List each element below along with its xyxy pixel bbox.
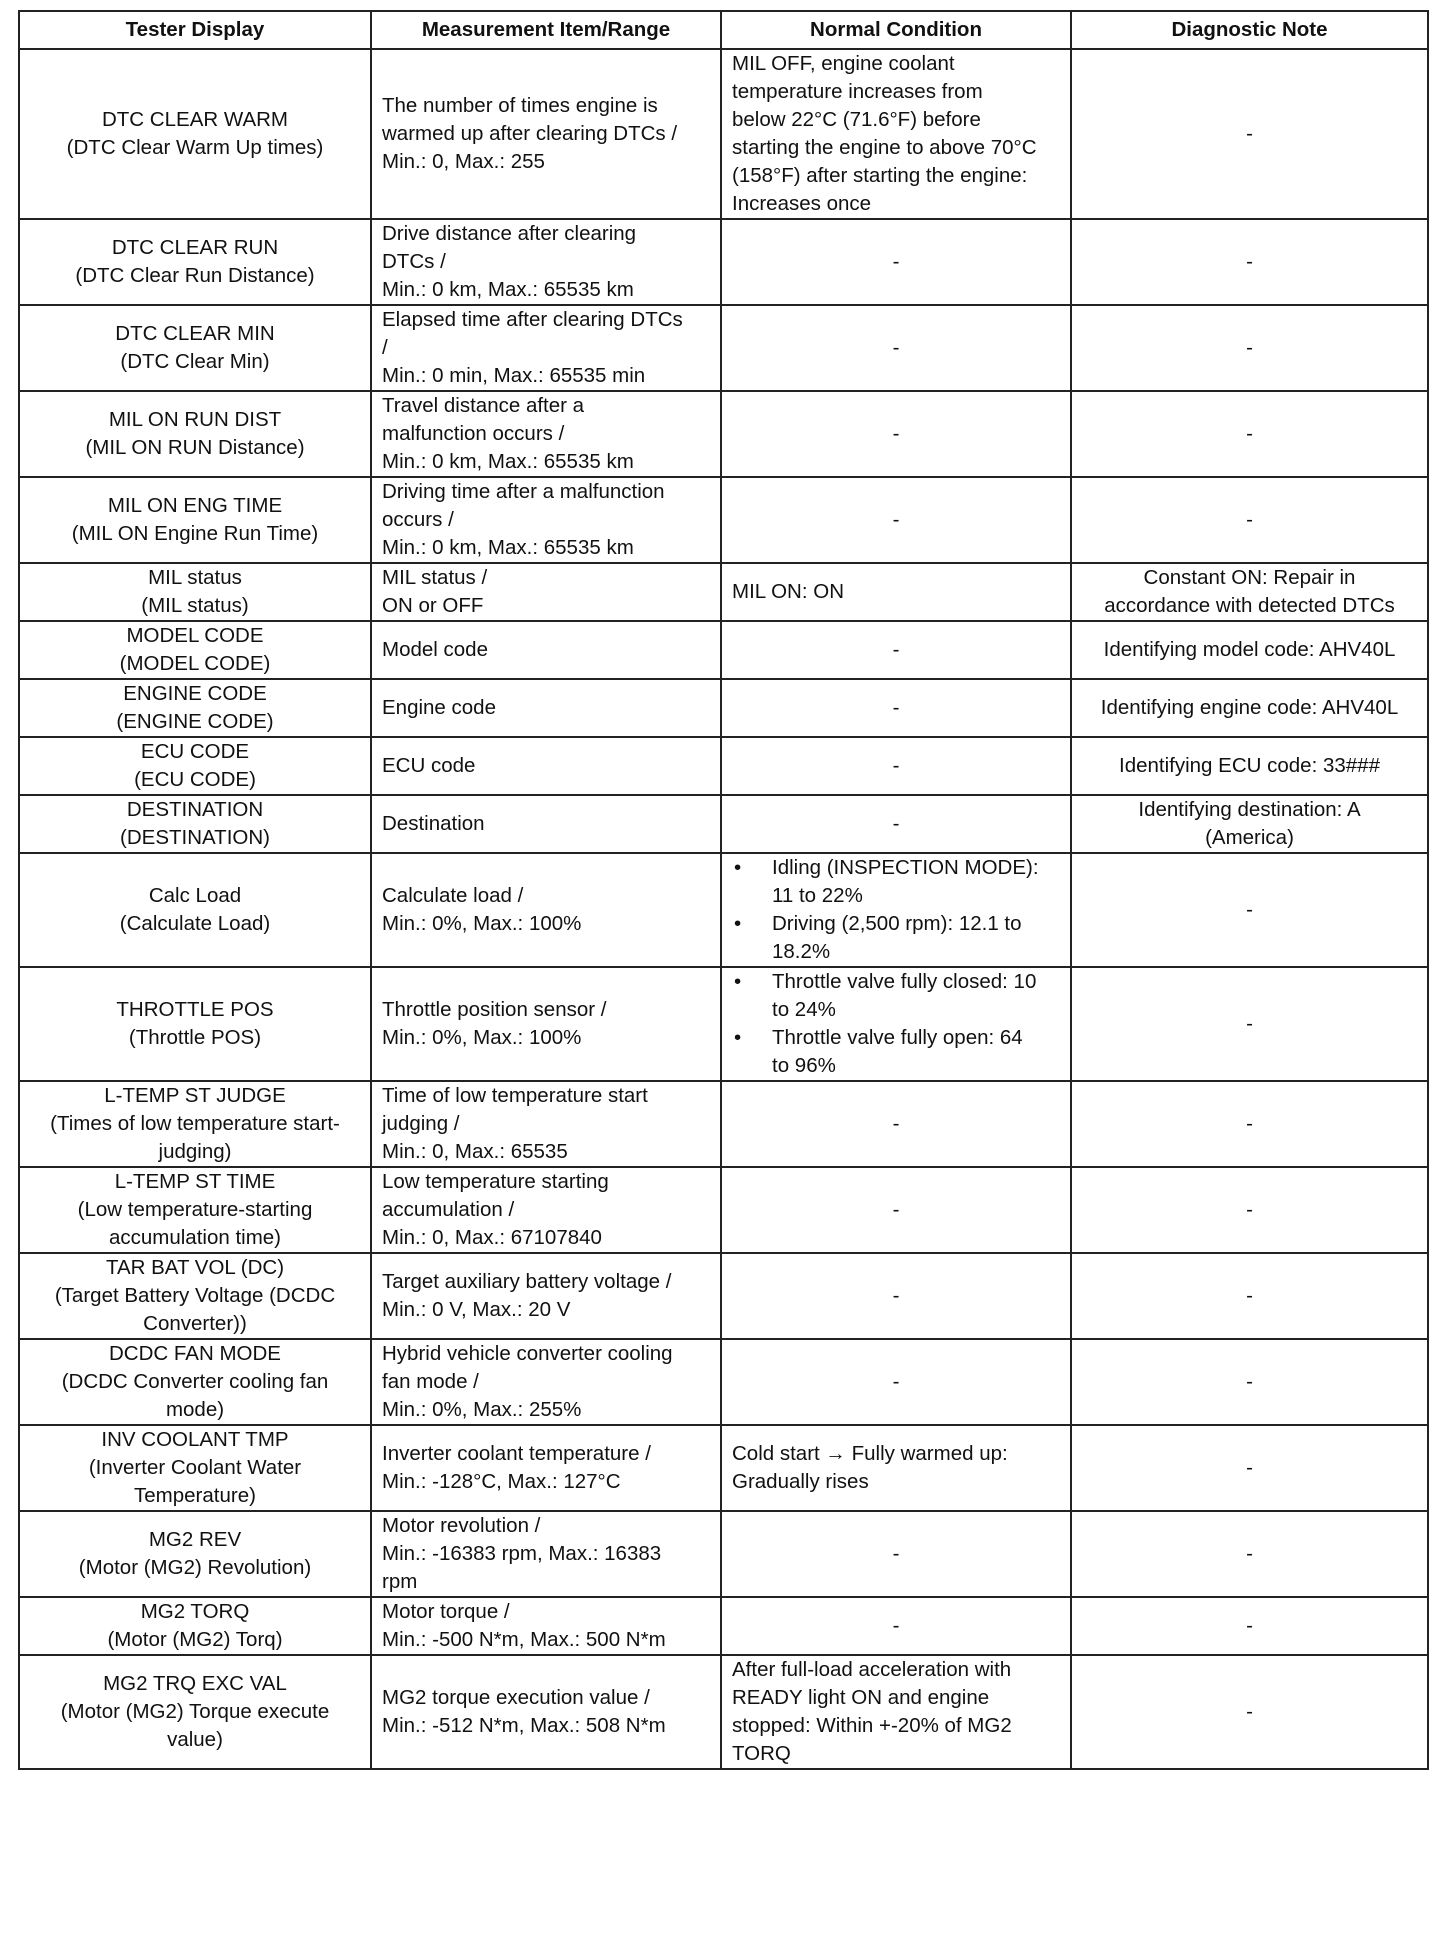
cell-line: Destination [382, 812, 485, 835]
cell-line: - [892, 754, 900, 777]
cell-measurement-item [371, 1597, 721, 1655]
cell-line: mode) [165, 1398, 225, 1421]
cell-line: Temperature) [134, 1484, 256, 1507]
table-row [19, 679, 1428, 737]
cell-line: Min.: 0%, Max.: 100% [382, 912, 582, 935]
cell-line: - [1246, 1456, 1253, 1479]
cell-line: Identifying ECU code: 33### [1119, 754, 1380, 777]
cell-normal-condition [721, 1339, 1071, 1425]
table-row [19, 1253, 1428, 1339]
cell-diagnostic-note [1071, 477, 1428, 563]
cell-line: MIL status [148, 566, 242, 589]
cell-line: rpm [382, 1570, 418, 1593]
cell-line: - [892, 1284, 900, 1307]
cell-line: fan mode / [382, 1370, 479, 1393]
cell-tester-display [19, 1081, 371, 1167]
cell-diagnostic-note [1071, 1511, 1428, 1597]
cell-line: MIL ON ENG TIME [107, 494, 283, 517]
cell-line: / [382, 336, 388, 359]
table-row [19, 853, 1428, 967]
table-row [19, 1511, 1428, 1597]
cell-tester-display [19, 795, 371, 853]
table-row [19, 305, 1428, 391]
cell-line: - [892, 336, 900, 359]
cell-line: L-TEMP ST TIME [114, 1170, 276, 1193]
cell-measurement-item [371, 1511, 721, 1597]
cell-line: Identifying engine code: AHV40L [1100, 696, 1399, 719]
cell-line: Calculate load / [382, 884, 524, 907]
cell-tester-display [19, 305, 371, 391]
cell-line: (ENGINE CODE) [116, 710, 274, 733]
cell-line: stopped: Within +-20% of MG2 [732, 1714, 1012, 1737]
cell-tester-display [19, 49, 371, 219]
cell-line: MIL OFF, engine coolant [732, 52, 955, 75]
cell-line: Motor revolution / [382, 1514, 541, 1537]
cell-diagnostic-note [1071, 1253, 1428, 1339]
cell-line: - [892, 1370, 900, 1393]
cell-measurement-item [371, 219, 721, 305]
cell-line: - [1246, 122, 1253, 145]
cell-line: Cold start → Fully warmed up: [732, 1442, 1008, 1465]
cell-measurement-item [371, 1167, 721, 1253]
cell-line: INV COOLANT TMP [101, 1428, 289, 1451]
cell-line: ON or OFF [382, 594, 484, 617]
table-row [19, 1425, 1428, 1511]
table-row [19, 563, 1428, 621]
table-header [19, 11, 1428, 49]
cell-normal-condition [721, 219, 1071, 305]
cell-line: Min.: -128°C, Max.: 127°C [382, 1470, 621, 1493]
cell-line: Elapsed time after clearing DTCs [382, 308, 683, 331]
cell-line: Inverter coolant temperature / [382, 1442, 651, 1465]
cell-line: After full-load acceleration with [732, 1658, 1012, 1681]
header-row [19, 11, 1428, 49]
cell-line: - [1246, 1198, 1253, 1221]
cell-line: MIL ON: ON [732, 580, 844, 603]
cell-line: - [892, 812, 900, 835]
cell-line: accordance with detected DTCs [1104, 594, 1395, 617]
cell-tester-display [19, 219, 371, 305]
cell-line: MG2 TRQ EXC VAL [103, 1672, 287, 1695]
cell-line: - [1246, 250, 1253, 273]
cell-normal-condition [721, 967, 1071, 1081]
bullet-list [732, 968, 1060, 1080]
cell-line: (Calculate Load) [119, 912, 271, 935]
table-row [19, 1081, 1428, 1167]
table-row [19, 219, 1428, 305]
cell-line: Drive distance after clearing [382, 222, 637, 245]
table-row [19, 621, 1428, 679]
cell-line: - [892, 250, 900, 273]
table-row [19, 967, 1428, 1081]
cell-line: (DCDC Converter cooling fan [61, 1370, 329, 1393]
cell-line: MIL status / [382, 566, 488, 589]
table-row [19, 477, 1428, 563]
cell-tester-display [19, 391, 371, 477]
cell-normal-condition [721, 679, 1071, 737]
cell-line: (Motor (MG2) Torque execute [60, 1700, 330, 1723]
cell-line: READY light ON and engine [732, 1686, 990, 1709]
cell-line: TAR BAT VOL (DC) [105, 1256, 285, 1279]
cell-normal-condition [721, 795, 1071, 853]
cell-tester-display [19, 1167, 371, 1253]
cell-normal-condition [721, 737, 1071, 795]
cell-line: Min.: 0, Max.: 255 [382, 150, 545, 173]
cell-line: - [1246, 1284, 1253, 1307]
cell-line: Calc Load [148, 884, 242, 907]
cell-line: - [1246, 1614, 1253, 1637]
cell-line: Gradually rises [732, 1470, 869, 1493]
cell-line: - [892, 422, 900, 445]
cell-measurement-item [371, 49, 721, 219]
cell-measurement-item [371, 1253, 721, 1339]
cell-diagnostic-note [1071, 1655, 1428, 1769]
cell-diagnostic-note [1071, 967, 1428, 1081]
cell-line: (MIL ON Engine Run Time) [71, 522, 319, 545]
bullet-list [732, 854, 1060, 966]
cell-line: The number of times engine is [382, 94, 658, 117]
cell-line: (MODEL CODE) [119, 652, 271, 675]
cell-line: DESTINATION [126, 798, 264, 821]
cell-diagnostic-note [1071, 391, 1428, 477]
cell-line: - [1246, 1112, 1253, 1135]
cell-line: MODEL CODE [126, 624, 264, 647]
cell-diagnostic-note [1071, 1081, 1428, 1167]
cell-line: Motor torque / [382, 1600, 510, 1623]
table-row [19, 1167, 1428, 1253]
cell-line: - [1246, 898, 1253, 921]
cell-tester-display [19, 1597, 371, 1655]
cell-measurement-item [371, 621, 721, 679]
cell-tester-display [19, 477, 371, 563]
cell-line: malfunction occurs / [382, 422, 565, 445]
cell-line: - [1246, 1700, 1253, 1723]
cell-measurement-item [371, 853, 721, 967]
cell-line: accumulation time) [108, 1226, 282, 1249]
cell-line: ECU code [382, 754, 476, 777]
cell-line: TORQ [732, 1742, 791, 1765]
header-measurement-item-range: Measurement Item/Range [371, 11, 721, 49]
cell-line: - [892, 638, 900, 661]
cell-tester-display [19, 679, 371, 737]
cell-line: to 96% [772, 1054, 836, 1077]
cell-diagnostic-note [1071, 563, 1428, 621]
cell-line: Target auxiliary battery voltage / [382, 1270, 672, 1293]
cell-line: - [1246, 336, 1253, 359]
cell-line: (Motor (MG2) Torq) [107, 1628, 283, 1651]
header-diagnostic-note: Diagnostic Note [1071, 11, 1428, 49]
bullet-item [732, 968, 1060, 1024]
cell-line: Min.: -512 N*m, Max.: 508 N*m [382, 1714, 666, 1737]
header-normal-condition: Normal Condition [721, 11, 1071, 49]
cell-measurement-item [371, 1425, 721, 1511]
cell-line: Low temperature starting [382, 1170, 609, 1193]
cell-diagnostic-note [1071, 1339, 1428, 1425]
cell-diagnostic-note [1071, 219, 1428, 305]
table-body [19, 49, 1428, 1769]
cell-line: Model code [382, 638, 488, 661]
cell-line: Min.: 0, Max.: 67107840 [382, 1226, 602, 1249]
cell-line: Throttle position sensor / [382, 998, 607, 1021]
cell-measurement-item [371, 563, 721, 621]
cell-line: Min.: 0 km, Max.: 65535 km [382, 450, 634, 473]
cell-tester-display [19, 563, 371, 621]
cell-normal-condition [721, 477, 1071, 563]
cell-line: Min.: 0 km, Max.: 65535 km [382, 536, 634, 559]
cell-normal-condition [721, 1655, 1071, 1769]
table-row [19, 1339, 1428, 1425]
cell-line: judging / [382, 1112, 460, 1135]
cell-line: (Throttle POS) [128, 1026, 262, 1049]
cell-normal-condition [721, 391, 1071, 477]
cell-line: - [892, 696, 900, 719]
cell-line: Hybrid vehicle converter cooling [382, 1342, 673, 1365]
cell-line: 18.2% [772, 940, 831, 963]
cell-normal-condition [721, 49, 1071, 219]
cell-line: Converter)) [143, 1312, 247, 1335]
bullet-item [732, 1024, 1060, 1080]
cell-diagnostic-note [1071, 1597, 1428, 1655]
diagnostic-data-table [18, 10, 1429, 1770]
cell-diagnostic-note [1071, 621, 1428, 679]
cell-line: Min.: 0 min, Max.: 65535 min [382, 364, 646, 387]
header-tester-display: Tester Display [19, 11, 371, 49]
cell-line: (MIL ON RUN Distance) [85, 436, 305, 459]
cell-line: (Times of low temperature start- [50, 1112, 340, 1135]
cell-measurement-item [371, 967, 721, 1081]
cell-line: DTCs / [382, 250, 446, 273]
cell-line: - [892, 1542, 900, 1565]
cell-line: • Throttle valve fully closed: 10 [772, 970, 1037, 993]
cell-line: ECU CODE [140, 740, 250, 763]
cell-line: - [1246, 1012, 1253, 1035]
cell-line: (Low temperature-starting [77, 1198, 313, 1221]
cell-line: (Target Battery Voltage (DCDC [54, 1284, 336, 1307]
cell-measurement-item [371, 1655, 721, 1769]
cell-line: Travel distance after a [382, 394, 585, 417]
cell-line: MG2 REV [148, 1528, 242, 1551]
cell-measurement-item [371, 737, 721, 795]
cell-line: starting the engine to above 70°C [732, 136, 1037, 159]
cell-normal-condition [721, 1511, 1071, 1597]
cell-line: Driving time after a malfunction [382, 480, 665, 503]
cell-line: warmed up after clearing DTCs / [382, 122, 678, 145]
cell-line: MIL ON RUN DIST [108, 408, 282, 431]
cell-normal-condition [721, 621, 1071, 679]
cell-line: (DTC Clear Warm Up times) [66, 136, 324, 159]
cell-line: (MIL status) [141, 594, 249, 617]
cell-line: Min.: -16383 rpm, Max.: 16383 [382, 1542, 662, 1565]
cell-line: Min.: 0%, Max.: 255% [382, 1398, 582, 1421]
table-row [19, 49, 1428, 219]
cell-diagnostic-note [1071, 305, 1428, 391]
cell-tester-display [19, 1655, 371, 1769]
cell-tester-display [19, 621, 371, 679]
cell-line: (DTC Clear Min) [120, 350, 270, 373]
cell-normal-condition [721, 563, 1071, 621]
cell-line: (America) [1205, 826, 1294, 849]
cell-tester-display [19, 853, 371, 967]
cell-measurement-item [371, 1081, 721, 1167]
cell-line: Min.: 0%, Max.: 100% [382, 1026, 582, 1049]
cell-normal-condition [721, 853, 1071, 967]
cell-measurement-item [371, 1339, 721, 1425]
cell-line: Min.: 0 V, Max.: 20 V [382, 1298, 571, 1321]
cell-line: - [1246, 1542, 1253, 1565]
cell-line: judging) [158, 1140, 232, 1163]
cell-line: Min.: 0, Max.: 65535 [382, 1140, 568, 1163]
cell-measurement-item [371, 305, 721, 391]
cell-measurement-item [371, 795, 721, 853]
cell-line: DTC CLEAR MIN [115, 322, 275, 345]
table-row [19, 737, 1428, 795]
cell-line: (DESTINATION) [120, 826, 270, 849]
cell-diagnostic-note [1071, 1167, 1428, 1253]
cell-line: Increases once [732, 192, 872, 215]
cell-line: MG2 TORQ [140, 1600, 250, 1623]
cell-line: DCDC FAN MODE [109, 1342, 281, 1365]
cell-line: (158°F) after starting the engine: [732, 164, 1028, 187]
cell-line: (DTC Clear Run Distance) [75, 264, 315, 287]
cell-line: DTC CLEAR WARM [101, 108, 289, 131]
cell-diagnostic-note [1071, 1425, 1428, 1511]
cell-tester-display [19, 1253, 371, 1339]
cell-normal-condition [721, 1597, 1071, 1655]
cell-line: below 22°C (71.6°F) before [732, 108, 981, 131]
cell-normal-condition [721, 1425, 1071, 1511]
cell-line: accumulation / [382, 1198, 515, 1221]
cell-tester-display [19, 967, 371, 1081]
bullet-item [732, 854, 1060, 910]
cell-normal-condition [721, 1253, 1071, 1339]
cell-line: Min.: 0 km, Max.: 65535 km [382, 278, 634, 301]
cell-line: MG2 torque execution value / [382, 1686, 650, 1709]
cell-line: to 24% [772, 998, 836, 1021]
cell-line: occurs / [382, 508, 454, 531]
cell-line: DTC CLEAR RUN [111, 236, 279, 259]
cell-line: • Idling (INSPECTION MODE): [772, 856, 1039, 879]
cell-line: Min.: -500 N*m, Max.: 500 N*m [382, 1628, 666, 1651]
cell-line: - [1246, 1370, 1253, 1393]
cell-line: - [892, 1112, 900, 1135]
cell-diagnostic-note [1071, 853, 1428, 967]
cell-measurement-item [371, 477, 721, 563]
cell-line: Constant ON: Repair in [1143, 566, 1356, 589]
cell-tester-display [19, 1511, 371, 1597]
cell-line: value) [167, 1728, 223, 1751]
cell-diagnostic-note [1071, 795, 1428, 853]
cell-line: • Driving (2,500 rpm): 12.1 to [772, 912, 1022, 935]
bullet-item [732, 910, 1060, 966]
cell-line: Identifying model code: AHV40L [1103, 638, 1396, 661]
cell-line: (ECU CODE) [134, 768, 256, 791]
cell-line: Identifying destination: A [1138, 798, 1361, 821]
cell-tester-display [19, 1425, 371, 1511]
cell-line: • Throttle valve fully open: 64 [772, 1026, 1023, 1049]
cell-tester-display [19, 737, 371, 795]
cell-measurement-item [371, 391, 721, 477]
cell-normal-condition [721, 305, 1071, 391]
cell-line: - [892, 508, 900, 531]
cell-line: temperature increases from [732, 80, 983, 103]
cell-normal-condition [721, 1167, 1071, 1253]
cell-tester-display [19, 1339, 371, 1425]
cell-normal-condition [721, 1081, 1071, 1167]
cell-line: - [892, 1614, 900, 1637]
table-row [19, 1655, 1428, 1769]
cell-line: (Motor (MG2) Revolution) [78, 1556, 312, 1579]
cell-measurement-item [371, 679, 721, 737]
table-row [19, 391, 1428, 477]
cell-diagnostic-note [1071, 679, 1428, 737]
cell-line: - [892, 1198, 900, 1221]
cell-line: THROTTLE POS [116, 998, 274, 1021]
cell-line: ENGINE CODE [123, 682, 267, 705]
cell-line: Time of low temperature start [382, 1084, 648, 1107]
cell-line: Engine code [382, 696, 496, 719]
cell-line: (Inverter Coolant Water [88, 1456, 302, 1479]
cell-diagnostic-note [1071, 49, 1428, 219]
table-row [19, 1597, 1428, 1655]
cell-line: L-TEMP ST JUDGE [104, 1084, 286, 1107]
table-row [19, 795, 1428, 853]
cell-line: - [1246, 508, 1253, 531]
cell-line: - [1246, 422, 1253, 445]
cell-diagnostic-note [1071, 737, 1428, 795]
cell-line: 11 to 22% [772, 884, 863, 907]
